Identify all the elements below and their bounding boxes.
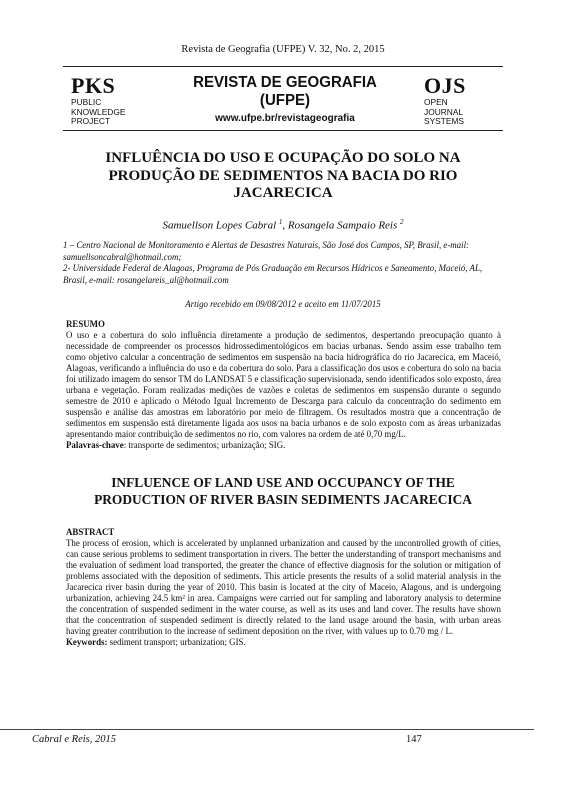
pks-line-2: KNOWLEDGE	[71, 106, 126, 117]
affiliation-2: 2- Universidade Federal de Alagoas, Programa de Pós Graduação em Recursos Hídricos e Saneamento, Maceió, AL, Brasil, e-mail: rosangelareis_al@hotmail.com	[63, 263, 483, 285]
page-number: 147	[406, 734, 422, 745]
journal-url: www.ufpe.br/revistageografia	[215, 113, 355, 124]
pks-logo-abbr: PKS	[71, 73, 116, 98]
ojs-line-1: OPEN	[424, 97, 448, 107]
pks-logo-text	[71, 98, 125, 127]
journal-title	[173, 74, 396, 110]
author-separator: ,	[282, 219, 288, 232]
footer-rule	[0, 729, 534, 730]
abstract-block	[66, 527, 501, 648]
abstract-heading: ABSTRACT	[66, 527, 115, 537]
affiliation-1: 1 – Centro Nacional de Monitoramento e Alertas de Desastres Naturais, São José dos Campos, SP, Brasil, e-mail: samuellsoncabral@hotmail.com;	[63, 240, 470, 262]
palavras-chave-text: : transporte de sedimentos; urbanização; SIG.	[123, 440, 286, 450]
ojs-logo-text	[424, 98, 464, 127]
abstract-text: The process of erosion, which is accelerated by unplanned urbanization and caused by the uncontrolled growth of cities, can cause serious problems to sediment transportation in rivers. The better the understanding of transport mechanisms and the evaluation of sediment load transported, the greater the chance of effective diagnosis for the solution or mitigation of problems associated with the deposition of sediments. This article presents the results of a solid material analysis in the Jacarecica river basin during the year of 2010. This basin is located at the city of Maceio, Alagous, and is undergoing urbanization, achieving 24.5 km² in area. Campaigns were carried out for sampling and laboratory analysis to determine the concentration of suspended sediment in the water course, as well as its uses and land cover. The results have shown that the concentration of suspended sediment is directly related to the land usage around the basin, with urban areas having greater contribution to the increase of sediment deposition on the river, with values up to 0.70 mg / L.	[66, 538, 501, 636]
resumo-heading: RESUMO	[66, 319, 105, 329]
pks-line-3: PROJECT	[71, 116, 111, 127]
author-1-sup: 1	[278, 218, 283, 226]
author-2-sup: 2	[400, 218, 404, 226]
ojs-line-2: JOURNAL	[424, 106, 464, 117]
authors-line	[0, 218, 566, 232]
footer-citation: Cabral e Reis, 2015	[32, 734, 116, 745]
palavras-chave-label: Palavras-chave	[66, 440, 124, 450]
article-title-en: INFLUENCE OF LAND USE AND OCCUPANCY OF THE PRODUCTION OF RIVER BASIN SEDIMENTS JACARECICA	[94, 475, 472, 507]
affiliations	[63, 240, 503, 286]
author-1: Samuellson Lopes Cabral	[162, 219, 277, 232]
keywords	[66, 637, 501, 648]
header-bottom-rule	[63, 130, 503, 131]
journal-title-line-2: (UFPE)	[259, 92, 311, 109]
pks-line-1: PUBLIC	[71, 97, 102, 107]
received-date: Artigo recebido em 09/08/2012 e aceito em 11/07/2015	[185, 299, 381, 309]
resumo-block	[66, 319, 501, 451]
running-head: Revista de Geografia (UFPE) V. 32, No. 2, 2015	[181, 44, 385, 55]
keywords-text: sediment transport; urbanization; GIS.	[107, 637, 246, 647]
ojs-line-3: SYSTEMS	[424, 116, 465, 127]
palavras-chave	[66, 440, 501, 451]
resumo-text: O uso e a cobertura do solo influência diretamente a produção de sedimentos, despertando preocupação quanto à necessidade de compreender os processos hidrossedimentológicos em bacias urbanas. Sendo assim esse trabalho tem como objetivo calcular a concentração de sedimentos em suspensão na bacia hidrográfica do rio Jacarecica, em Maceió, Alagoas, verificando a influência do uso e da cobertura do solo. Para a classificação dos usos e cobertura do solo na bacia foi utilizado imagem do sensor TM do LANDSAT 5 e classificação supervisionada, sendo identificados solo exposto, área urbana e vegetação. Foram realizadas medições de vazões e coletas de sedimentos em suspensão durante o segundo semestre de 2010 e aplicado o Método Igual Incremento de Descarga para calculo da concentração do sedimento em suspensão e análise das amostras em laboratório por meio de filtragem. Os resultados mostra que a concentração de sedimentos em suspensão está diretamente ligada aos usos na bacia urbanos e de solo exposto com as áreas urbanizadas apresentando maior contribuição de sedimentos no rio, com valores na ordem de até 0,70 mg/L.	[66, 330, 501, 439]
author-2: Rosangela Sampaio Reis	[287, 219, 398, 232]
keywords-label: Keywords:	[66, 637, 108, 647]
article-title-pt: INFLUÊNCIA DO USO E OCUPAÇÃO DO SOLO NA PRODUÇÃO DE SEDIMENTOS NA BACIA DO RIO JACARECICA	[105, 150, 461, 201]
header-top-rule	[63, 66, 503, 67]
ojs-logo-abbr: OJS	[424, 73, 466, 98]
journal-title-line-1: REVISTA DE GEOGRAFIA	[193, 74, 377, 91]
